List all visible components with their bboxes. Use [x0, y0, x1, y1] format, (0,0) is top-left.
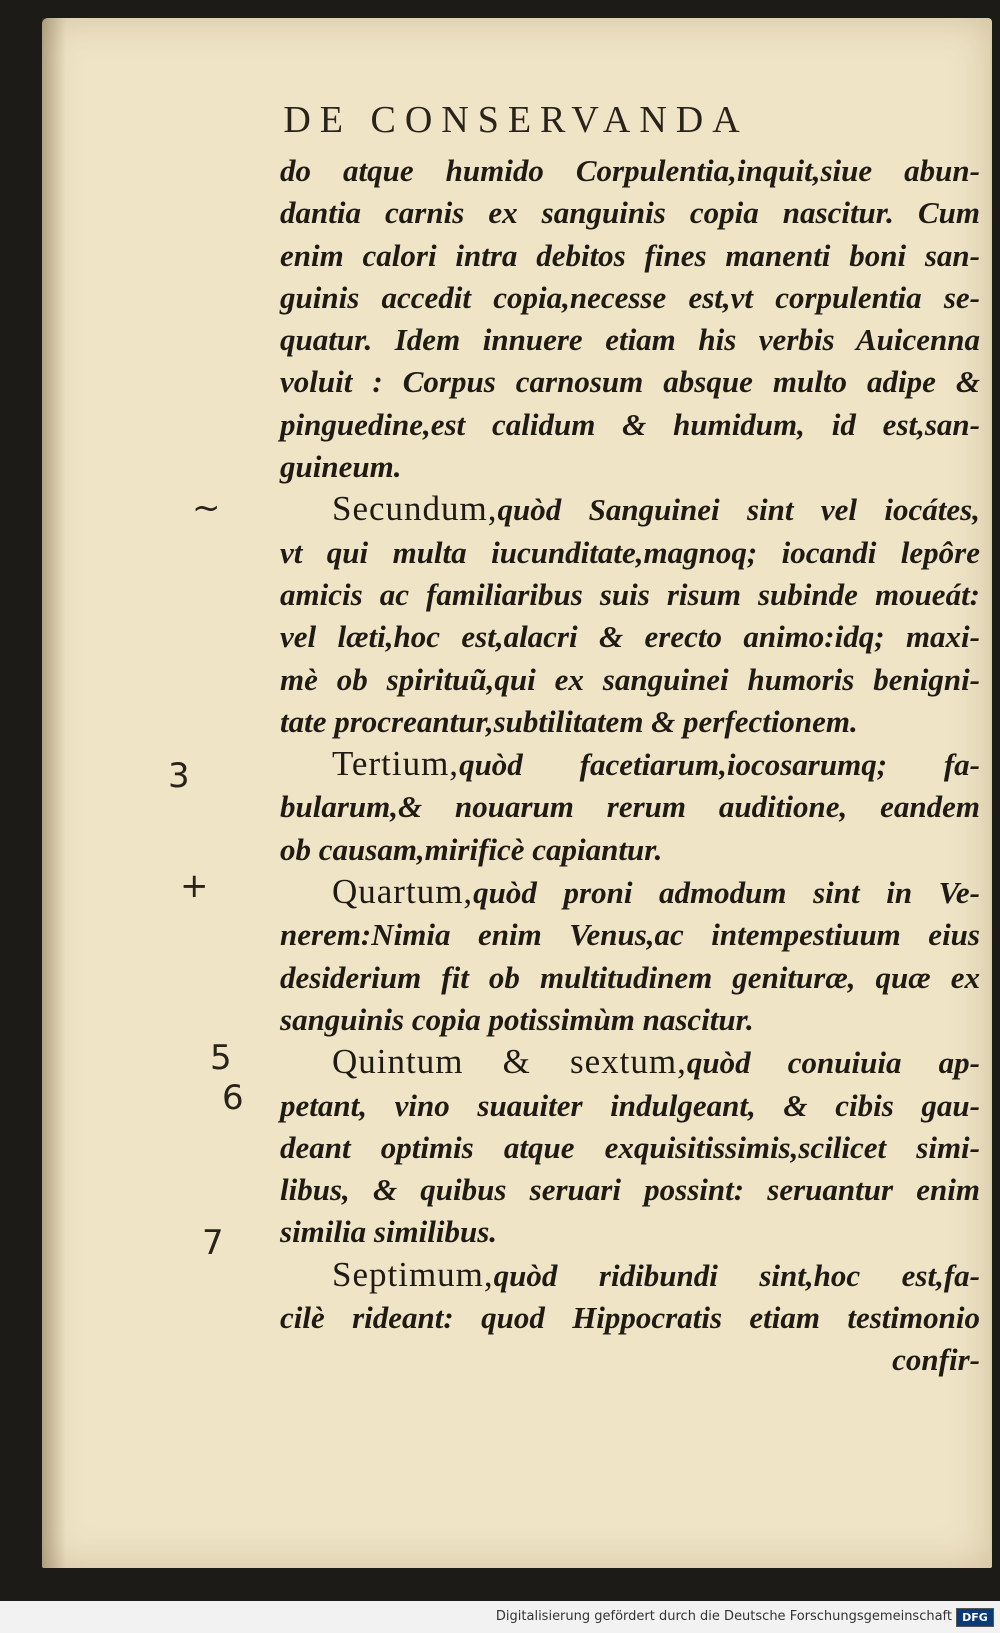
text-run: quòd ridibundi sint,hoc est,fa-: [493, 1257, 980, 1293]
paragraph-first-line: [280, 488, 980, 531]
margin-note-7: 7: [202, 1223, 224, 1263]
paragraph-first-line: [280, 1041, 980, 1084]
text-line: guinis accedit copia,necesse est,vt corpulentia se-: [280, 279, 980, 315]
margin-note-6: 6: [222, 1078, 244, 1118]
funding-credit: Digitalisierung gefördert durch die Deutsche Forschungsgemeinschaft: [495, 1609, 952, 1624]
text-line: enim calori intra debitos fines manenti boni san-: [280, 237, 980, 273]
text-line: vel læti,hoc est,alacri & erecto animo:idq; maxi-: [280, 619, 980, 655]
margin-note-5: 5: [210, 1038, 232, 1078]
paragraph-lead-word: Tertium,: [332, 744, 460, 784]
text-line: pinguedine,est calidum & humidum, id est,san-: [280, 406, 980, 442]
text-line: quatur. Idem innuere etiam his verbis Auicenna: [280, 322, 980, 358]
catchword: confir-: [892, 1342, 980, 1378]
text-line: guineum.: [280, 449, 402, 485]
dfg-logo: DFG: [956, 1608, 994, 1627]
text-line: mè ob spirituũ,qui ex sanguinei humoris benigni-: [280, 661, 980, 697]
book-page: [42, 18, 990, 1568]
paragraph-first-line: [280, 743, 980, 786]
text-line: vt qui multa iucunditate,magnoq; iocandi lepôre: [280, 534, 980, 570]
footer-bar: [0, 1601, 1000, 1633]
text-line: libus, & quibus seruari possint: seruantur enim: [280, 1172, 980, 1208]
text-line: do atque humido Corpulentia,inquit,siue abun-: [280, 153, 980, 188]
margin-note-3: 3: [168, 756, 190, 796]
paragraph-first-line: [280, 871, 980, 914]
text-run: quòd proni admodum sint in Ve-: [473, 875, 980, 911]
running-heading: DE CONSERVANDA: [283, 99, 749, 141]
paragraph-lead-word: Secundum,: [332, 489, 498, 529]
margin-note-4: +: [180, 866, 209, 906]
text-line: desiderium fit ob multitudinem genituræ, quæ ex: [280, 959, 980, 995]
text-line: bularum,& nouarum rerum auditione, eandem: [280, 789, 980, 825]
paragraph-lead-word: Septimum,: [332, 1254, 494, 1294]
text-line: petant, vino suauiter indulgeant, & cibis gau-: [280, 1087, 980, 1123]
text-run: quòd conuiuia ap-: [686, 1045, 980, 1081]
page-body: [280, 150, 980, 1382]
text-run: quòd Sanguinei sint vel iocátes,: [497, 492, 980, 528]
text-line: voluit : Corpus carnosum absque multo adipe &: [280, 364, 980, 400]
text-line: amicis ac familiaribus suis risum subinde moueát:: [280, 576, 980, 612]
text-line: tate procreantur,subtilitatem & perfectionem.: [280, 703, 858, 739]
text-line: ob causam,mirificè capiantur.: [280, 831, 663, 867]
text-run: quòd facetiarum,iocosarumq; fa-: [459, 747, 980, 783]
paragraph-lead-word: Quartum,: [332, 872, 474, 912]
text-line: nerem:Nimia enim Venus,ac intempestiuum eius: [280, 917, 980, 953]
text-line: cilè rideant: quod Hippocratis etiam testimonio: [280, 1300, 980, 1336]
margin-note-2: ~: [192, 488, 221, 528]
text-line: sanguinis copia potissimùm nascitur.: [280, 1001, 754, 1037]
text-line: dantia carnis ex sanguinis copia nascitur. Cum: [280, 195, 980, 231]
paragraph-first-line: [280, 1254, 980, 1297]
paragraph-lead-word: Quintum & sextum,: [332, 1042, 687, 1082]
text-line: similia similibus.: [280, 1214, 498, 1250]
text-line: deant optimis atque exquisitissimis,scilicet simi-: [280, 1129, 980, 1165]
